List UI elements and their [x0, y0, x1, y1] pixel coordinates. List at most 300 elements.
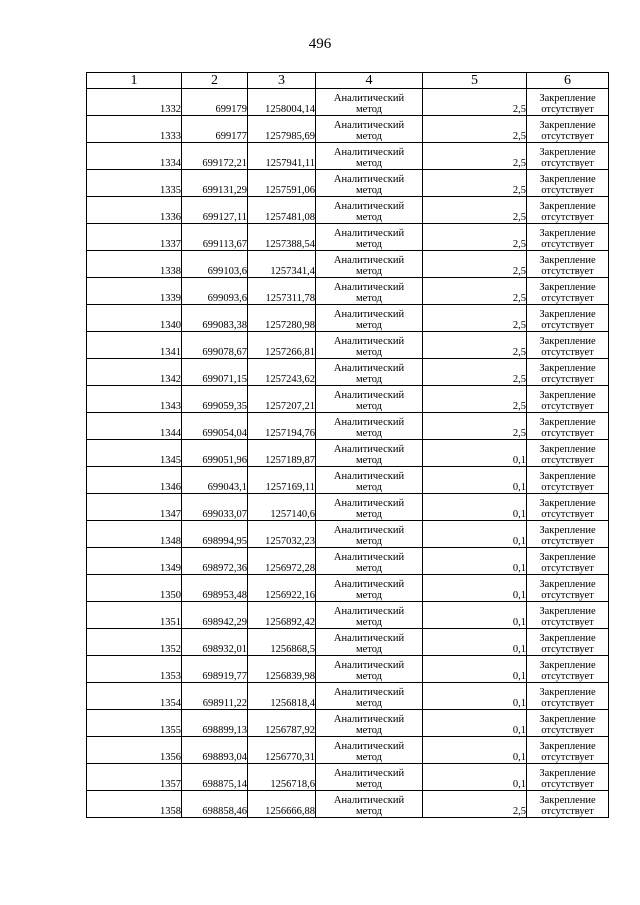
table-row: [87, 683, 609, 710]
accuracy-value: 2,5: [423, 143, 527, 170]
coordinate-x: 699103,6: [182, 251, 248, 278]
table-row: [87, 764, 609, 791]
accuracy-value: 0,1: [423, 629, 527, 656]
method-cell: [316, 332, 423, 359]
point-number: 1350: [87, 575, 182, 602]
point-number: 1355: [87, 710, 182, 737]
method-cell: [316, 143, 423, 170]
method-cell: [316, 224, 423, 251]
method-line-2: метод: [355, 212, 383, 223]
coordinates-table: [86, 72, 609, 818]
fixation-cell: [527, 737, 609, 764]
accuracy-value: 0,1: [423, 494, 527, 521]
column-header: 5: [423, 73, 527, 89]
point-number: 1338: [87, 251, 182, 278]
coordinate-x: 699059,35: [182, 386, 248, 413]
fixation-line-2: отсутствует: [541, 779, 594, 790]
fixation-line-2: отсутствует: [541, 725, 594, 736]
method-line-1: Аналитический: [333, 444, 405, 455]
fixation-line-1: Закрепление: [539, 687, 596, 698]
table-row: [87, 278, 609, 305]
point-number: 1342: [87, 359, 182, 386]
fixation-cell: [527, 683, 609, 710]
coordinate-x: 699179: [182, 89, 248, 116]
fixation-line-1: Закрепление: [539, 228, 596, 239]
coordinate-x: 699127,11: [182, 197, 248, 224]
fixation-line-2: отсутствует: [541, 401, 594, 412]
coordinate-y: 1256839,98: [248, 656, 316, 683]
coordinate-y: 1257207,21: [248, 386, 316, 413]
coordinate-x: 698972,36: [182, 548, 248, 575]
fixation-cell: [527, 251, 609, 278]
fixation-line-1: Закрепление: [539, 633, 596, 644]
method-cell: [316, 575, 423, 602]
table-row: [87, 224, 609, 251]
method-cell: [316, 170, 423, 197]
point-number: 1351: [87, 602, 182, 629]
accuracy-value: 0,1: [423, 521, 527, 548]
fixation-line-1: Закрепление: [539, 201, 596, 212]
method-line-2: метод: [355, 509, 383, 520]
table-row: [87, 116, 609, 143]
column-header: 3: [248, 73, 316, 89]
method-line-2: метод: [355, 455, 383, 466]
table-row: [87, 791, 609, 818]
coordinate-y: 1257140,6: [248, 494, 316, 521]
table-row: [87, 575, 609, 602]
accuracy-value: 0,1: [423, 710, 527, 737]
method-cell: [316, 521, 423, 548]
fixation-line-1: Закрепление: [539, 390, 596, 401]
coordinate-y: 1257591,06: [248, 170, 316, 197]
method-cell: [316, 305, 423, 332]
coordinate-x: 699093,6: [182, 278, 248, 305]
method-line-1: Аналитический: [333, 363, 405, 374]
fixation-line-2: отсутствует: [541, 536, 594, 547]
fixation-line-2: отсутствует: [541, 590, 594, 601]
method-line-2: метод: [355, 266, 383, 277]
table-row: [87, 143, 609, 170]
accuracy-value: 0,1: [423, 602, 527, 629]
table-row: [87, 332, 609, 359]
point-number: 1346: [87, 467, 182, 494]
fixation-line-1: Закрепление: [539, 336, 596, 347]
coordinate-y: 1257189,87: [248, 440, 316, 467]
method-line-1: Аналитический: [333, 255, 405, 266]
accuracy-value: 2,5: [423, 386, 527, 413]
method-cell: [316, 89, 423, 116]
point-number: 1332: [87, 89, 182, 116]
accuracy-value: 0,1: [423, 440, 527, 467]
coordinate-x: 699083,38: [182, 305, 248, 332]
fixation-line-1: Закрепление: [539, 660, 596, 671]
fixation-cell: [527, 548, 609, 575]
point-number: 1344: [87, 413, 182, 440]
coordinate-y: 1257266,81: [248, 332, 316, 359]
fixation-line-2: отсутствует: [541, 239, 594, 250]
method-cell: [316, 386, 423, 413]
fixation-line-1: Закрепление: [539, 93, 596, 104]
accuracy-value: 0,1: [423, 764, 527, 791]
method-cell: [316, 116, 423, 143]
accuracy-value: 2,5: [423, 305, 527, 332]
column-header: 4: [316, 73, 423, 89]
fixation-line-2: отсутствует: [541, 131, 594, 142]
fixation-line-1: Закрепление: [539, 552, 596, 563]
method-line-1: Аналитический: [333, 660, 405, 671]
method-cell: [316, 683, 423, 710]
accuracy-value: 0,1: [423, 737, 527, 764]
fixation-cell: [527, 440, 609, 467]
method-line-2: метод: [355, 131, 383, 142]
fixation-cell: [527, 521, 609, 548]
fixation-line-2: отсутствует: [541, 806, 594, 817]
coordinate-x: 699172,21: [182, 143, 248, 170]
fixation-line-2: отсутствует: [541, 185, 594, 196]
coordinate-y: 1257194,76: [248, 413, 316, 440]
coordinate-y: 1257311,78: [248, 278, 316, 305]
fixation-line-2: отсутствует: [541, 293, 594, 304]
coordinate-y: 1257169,11: [248, 467, 316, 494]
method-cell: [316, 467, 423, 494]
method-line-2: метод: [355, 725, 383, 736]
point-number: 1334: [87, 143, 182, 170]
method-line-2: метод: [355, 293, 383, 304]
coordinate-x: 698953,48: [182, 575, 248, 602]
fixation-line-1: Закрепление: [539, 714, 596, 725]
fixation-cell: [527, 305, 609, 332]
table-row: [87, 440, 609, 467]
method-cell: [316, 197, 423, 224]
method-cell: [316, 251, 423, 278]
coordinate-y: 1256770,31: [248, 737, 316, 764]
coordinate-x: 698858,46: [182, 791, 248, 818]
fixation-line-1: Закрепление: [539, 282, 596, 293]
fixation-line-1: Закрепление: [539, 579, 596, 590]
fixation-cell: [527, 791, 609, 818]
method-line-2: метод: [355, 671, 383, 682]
fixation-line-2: отсутствует: [541, 158, 594, 169]
accuracy-value: 2,5: [423, 359, 527, 386]
method-line-2: метод: [355, 563, 383, 574]
fixation-line-1: Закрепление: [539, 768, 596, 779]
method-line-2: метод: [355, 104, 383, 115]
method-line-1: Аналитический: [333, 309, 405, 320]
point-number: 1353: [87, 656, 182, 683]
method-line-1: Аналитический: [333, 174, 405, 185]
fixation-cell: [527, 629, 609, 656]
coordinate-x: 699043,1: [182, 467, 248, 494]
method-cell: [316, 413, 423, 440]
coordinate-x: 698875,14: [182, 764, 248, 791]
point-number: 1357: [87, 764, 182, 791]
fixation-line-2: отсутствует: [541, 482, 594, 493]
fixation-cell: [527, 359, 609, 386]
method-line-1: Аналитический: [333, 741, 405, 752]
fixation-line-1: Закрепление: [539, 795, 596, 806]
method-line-2: метод: [355, 185, 383, 196]
table-row: [87, 197, 609, 224]
method-line-2: метод: [355, 401, 383, 412]
method-cell: [316, 629, 423, 656]
fixation-line-2: отсутствует: [541, 266, 594, 277]
fixation-line-2: отсутствует: [541, 617, 594, 628]
fixation-line-2: отсутствует: [541, 671, 594, 682]
fixation-line-2: отсутствует: [541, 428, 594, 439]
point-number: 1339: [87, 278, 182, 305]
method-line-1: Аналитический: [333, 768, 405, 779]
method-line-1: Аналитический: [333, 498, 405, 509]
coordinate-x: 698893,04: [182, 737, 248, 764]
fixation-line-2: отсутствует: [541, 752, 594, 763]
method-line-2: метод: [355, 617, 383, 628]
method-line-1: Аналитический: [333, 552, 405, 563]
table-row: [87, 386, 609, 413]
fixation-cell: [527, 116, 609, 143]
fixation-line-2: отсутствует: [541, 455, 594, 466]
coordinate-x: 699177: [182, 116, 248, 143]
point-number: 1336: [87, 197, 182, 224]
table-row: [87, 359, 609, 386]
coordinate-y: 1257388,54: [248, 224, 316, 251]
accuracy-value: 0,1: [423, 575, 527, 602]
coordinate-x: 699113,67: [182, 224, 248, 251]
method-cell: [316, 548, 423, 575]
header-row: [87, 73, 609, 89]
point-number: 1341: [87, 332, 182, 359]
method-line-2: метод: [355, 806, 383, 817]
method-cell: [316, 494, 423, 521]
coordinate-y: 1256818,4: [248, 683, 316, 710]
coordinate-y: 1256922,16: [248, 575, 316, 602]
fixation-cell: [527, 143, 609, 170]
accuracy-value: 0,1: [423, 656, 527, 683]
method-line-2: метод: [355, 374, 383, 385]
method-cell: [316, 602, 423, 629]
table-row: [87, 305, 609, 332]
method-line-2: метод: [355, 320, 383, 331]
accuracy-value: 2,5: [423, 89, 527, 116]
point-number: 1348: [87, 521, 182, 548]
coordinate-x: 699054,04: [182, 413, 248, 440]
fixation-line-1: Закрепление: [539, 417, 596, 428]
fixation-line-2: отсутствует: [541, 644, 594, 655]
point-number: 1340: [87, 305, 182, 332]
accuracy-value: 2,5: [423, 116, 527, 143]
accuracy-value: 2,5: [423, 170, 527, 197]
fixation-line-1: Закрепление: [539, 147, 596, 158]
fixation-line-2: отсутствует: [541, 698, 594, 709]
fixation-cell: [527, 386, 609, 413]
method-line-1: Аналитический: [333, 336, 405, 347]
method-cell: [316, 710, 423, 737]
fixation-line-2: отсутствует: [541, 374, 594, 385]
coordinate-x: 699051,96: [182, 440, 248, 467]
fixation-cell: [527, 170, 609, 197]
coordinate-y: 1257941,11: [248, 143, 316, 170]
fixation-line-2: отсутствует: [541, 347, 594, 358]
fixation-line-2: отсутствует: [541, 509, 594, 520]
coordinate-x: 699071,15: [182, 359, 248, 386]
accuracy-value: 2,5: [423, 413, 527, 440]
method-line-2: метод: [355, 158, 383, 169]
point-number: 1352: [87, 629, 182, 656]
point-number: 1347: [87, 494, 182, 521]
fixation-cell: [527, 197, 609, 224]
method-line-1: Аналитический: [333, 471, 405, 482]
column-header: 6: [527, 73, 609, 89]
method-line-1: Аналитический: [333, 390, 405, 401]
method-line-2: метод: [355, 698, 383, 709]
accuracy-value: 2,5: [423, 791, 527, 818]
accuracy-value: 0,1: [423, 467, 527, 494]
table-row: [87, 521, 609, 548]
table-row: [87, 494, 609, 521]
accuracy-value: 0,1: [423, 683, 527, 710]
method-line-1: Аналитический: [333, 201, 405, 212]
coordinate-y: 1257032,23: [248, 521, 316, 548]
table-row: [87, 629, 609, 656]
point-number: 1343: [87, 386, 182, 413]
coordinate-y: 1256892,42: [248, 602, 316, 629]
method-cell: [316, 656, 423, 683]
fixation-line-2: отсутствует: [541, 104, 594, 115]
point-number: 1354: [87, 683, 182, 710]
method-line-1: Аналитический: [333, 147, 405, 158]
fixation-cell: [527, 494, 609, 521]
method-line-2: метод: [355, 482, 383, 493]
method-cell: [316, 359, 423, 386]
method-line-1: Аналитический: [333, 714, 405, 725]
point-number: 1335: [87, 170, 182, 197]
accuracy-value: 2,5: [423, 251, 527, 278]
table-row: [87, 710, 609, 737]
point-number: 1358: [87, 791, 182, 818]
table-row: [87, 548, 609, 575]
column-header: 2: [182, 73, 248, 89]
table-row: [87, 251, 609, 278]
fixation-line-1: Закрепление: [539, 498, 596, 509]
fixation-line-1: Закрепление: [539, 255, 596, 266]
fixation-line-1: Закрепление: [539, 174, 596, 185]
table-row: [87, 467, 609, 494]
coordinate-y: 1256787,92: [248, 710, 316, 737]
fixation-cell: [527, 602, 609, 629]
fixation-line-1: Закрепление: [539, 363, 596, 374]
table-row: [87, 602, 609, 629]
method-line-1: Аналитический: [333, 228, 405, 239]
point-number: 1337: [87, 224, 182, 251]
coordinate-y: 1257985,69: [248, 116, 316, 143]
fixation-line-2: отсутствует: [541, 563, 594, 574]
point-number: 1356: [87, 737, 182, 764]
coordinate-x: 699033,07: [182, 494, 248, 521]
accuracy-value: 2,5: [423, 224, 527, 251]
accuracy-value: 0,1: [423, 548, 527, 575]
accuracy-value: 2,5: [423, 278, 527, 305]
coordinate-y: 1258004,14: [248, 89, 316, 116]
method-line-1: Аналитический: [333, 417, 405, 428]
coordinate-y: 1256868,5: [248, 629, 316, 656]
method-line-2: метод: [355, 347, 383, 358]
method-cell: [316, 791, 423, 818]
fixation-line-1: Закрепление: [539, 120, 596, 131]
method-line-1: Аналитический: [333, 282, 405, 293]
page-number: 496: [308, 36, 332, 52]
column-header: 1: [87, 73, 182, 89]
coordinate-y: 1257341,4: [248, 251, 316, 278]
table-row: [87, 656, 609, 683]
method-line-2: метод: [355, 428, 383, 439]
method-line-2: метод: [355, 644, 383, 655]
fixation-cell: [527, 278, 609, 305]
coordinate-x: 698942,29: [182, 602, 248, 629]
point-number: 1349: [87, 548, 182, 575]
method-cell: [316, 737, 423, 764]
coordinate-x: 698899,13: [182, 710, 248, 737]
method-line-1: Аналитический: [333, 579, 405, 590]
method-line-2: метод: [355, 590, 383, 601]
coordinate-y: 1256972,28: [248, 548, 316, 575]
coordinate-y: 1256718,6: [248, 764, 316, 791]
fixation-line-1: Закрепление: [539, 444, 596, 455]
fixation-cell: [527, 413, 609, 440]
coordinate-x: 698919,77: [182, 656, 248, 683]
fixation-cell: [527, 710, 609, 737]
table-row: [87, 170, 609, 197]
fixation-cell: [527, 89, 609, 116]
point-number: 1333: [87, 116, 182, 143]
method-cell: [316, 278, 423, 305]
accuracy-value: 2,5: [423, 197, 527, 224]
fixation-cell: [527, 656, 609, 683]
coordinate-x: 698911,22: [182, 683, 248, 710]
method-cell: [316, 764, 423, 791]
table-row: [87, 737, 609, 764]
fixation-line-2: отсутствует: [541, 320, 594, 331]
coordinate-y: 1256666,88: [248, 791, 316, 818]
method-line-2: метод: [355, 752, 383, 763]
fixation-cell: [527, 467, 609, 494]
coordinate-x: 698994,95: [182, 521, 248, 548]
point-number: 1345: [87, 440, 182, 467]
coordinate-y: 1257280,98: [248, 305, 316, 332]
fixation-line-1: Закрепление: [539, 309, 596, 320]
fixation-cell: [527, 332, 609, 359]
method-line-2: метод: [355, 779, 383, 790]
fixation-cell: [527, 224, 609, 251]
fixation-line-1: Закрепление: [539, 741, 596, 752]
coordinate-y: 1257481,08: [248, 197, 316, 224]
fixation-cell: [527, 764, 609, 791]
fixation-line-1: Закрепление: [539, 606, 596, 617]
method-line-1: Аналитический: [333, 606, 405, 617]
coordinate-x: 698932,01: [182, 629, 248, 656]
coordinate-y: 1257243,62: [248, 359, 316, 386]
table-row: [87, 89, 609, 116]
method-line-1: Аналитический: [333, 525, 405, 536]
table-row: [87, 413, 609, 440]
accuracy-value: 2,5: [423, 332, 527, 359]
fixation-line-2: отсутствует: [541, 212, 594, 223]
method-cell: [316, 440, 423, 467]
method-line-1: Аналитический: [333, 687, 405, 698]
fixation-line-1: Закрепление: [539, 471, 596, 482]
fixation-line-1: Закрепление: [539, 525, 596, 536]
method-line-2: метод: [355, 536, 383, 547]
coordinate-x: 699131,29: [182, 170, 248, 197]
coordinate-x: 699078,67: [182, 332, 248, 359]
